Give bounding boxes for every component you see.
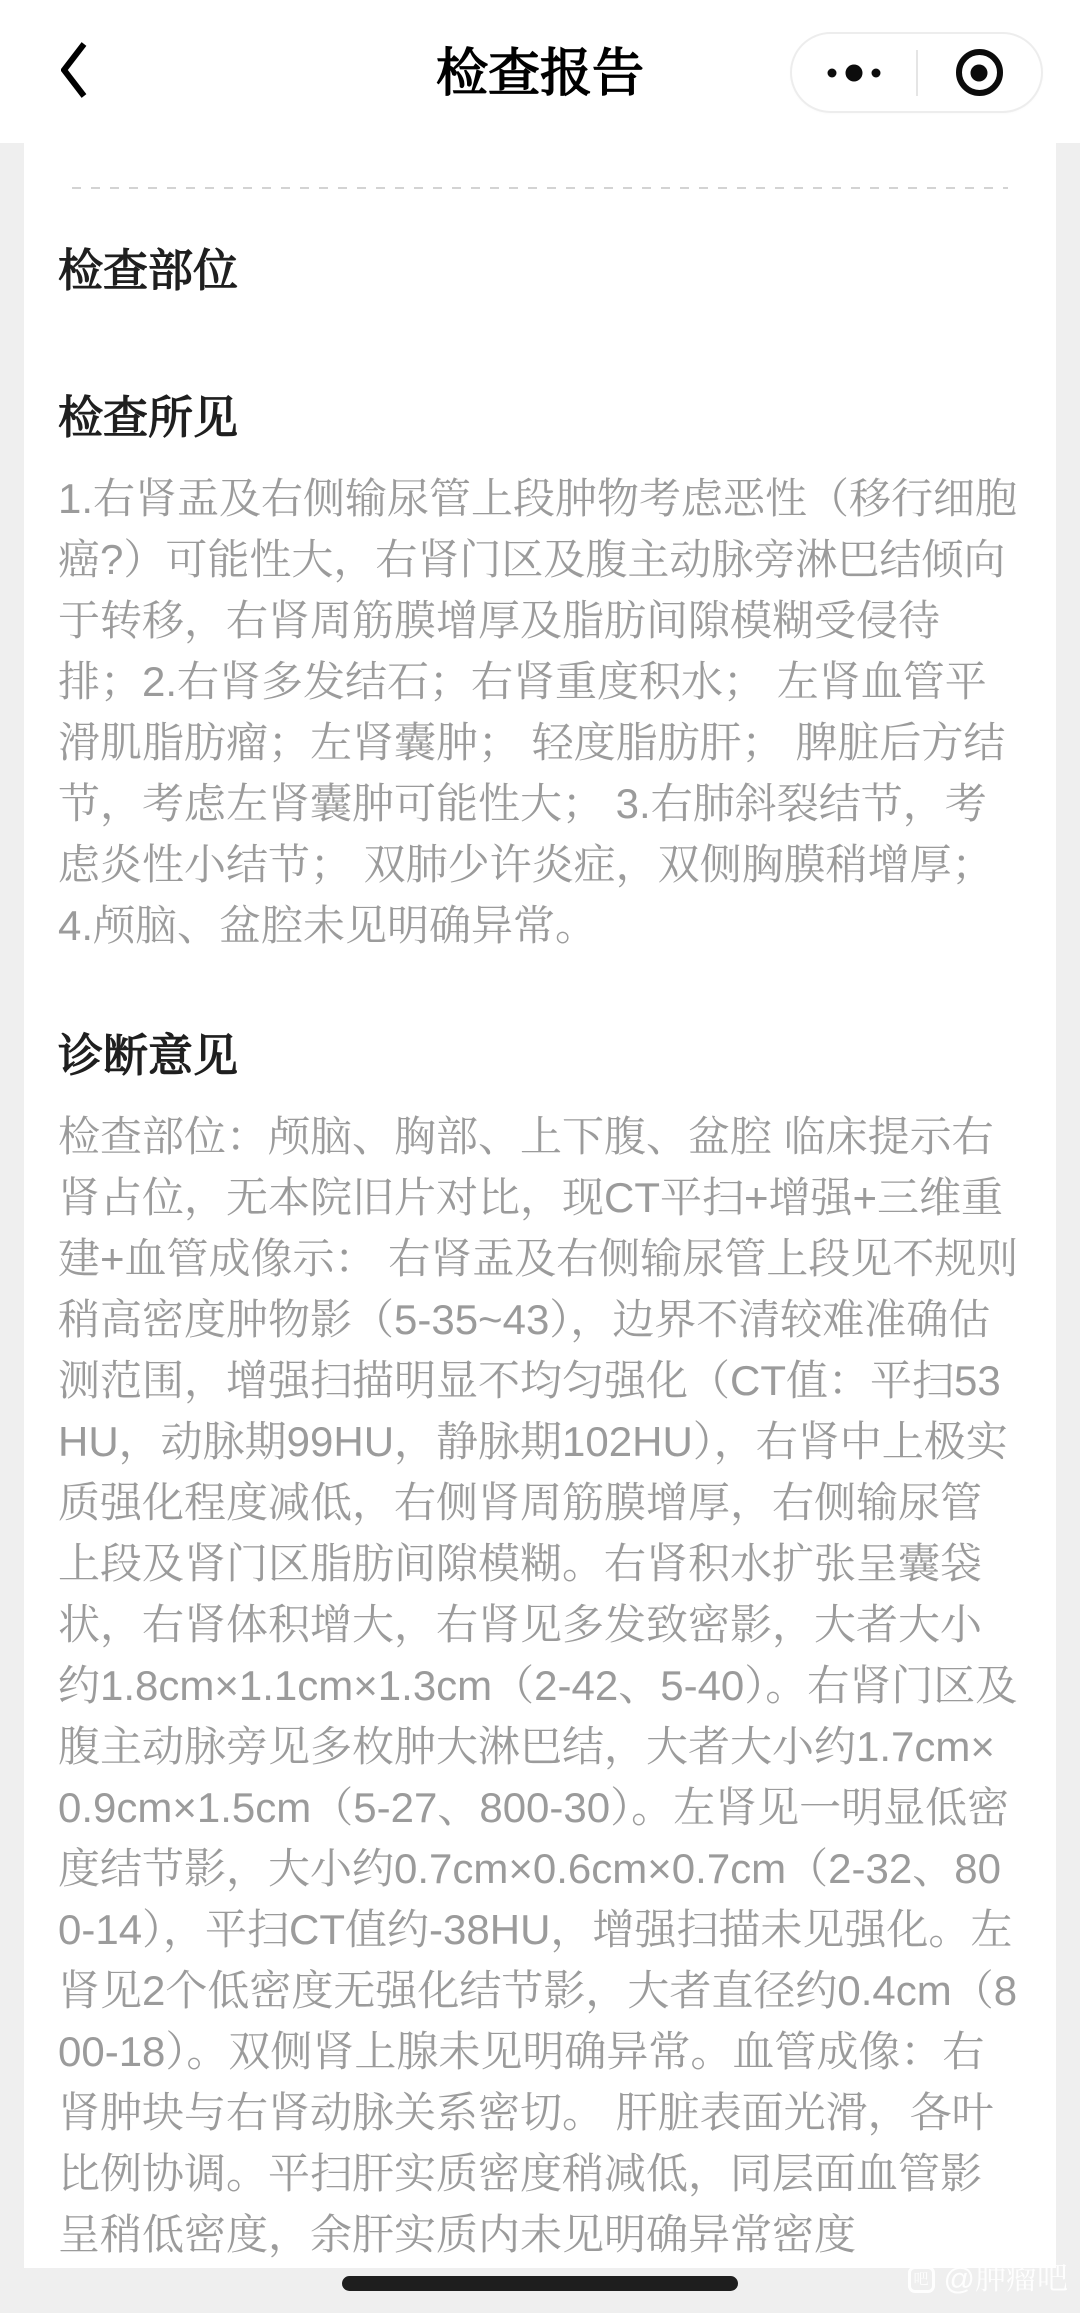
watermark-icon: 吧	[908, 2266, 935, 2293]
section-title-diagnosis: 诊断意见	[58, 1030, 239, 1081]
navbar	[0, 0, 1080, 143]
watermark-text: @肿瘤吧	[943, 2261, 1068, 2296]
more-options-button[interactable]	[792, 34, 916, 111]
minimize-exit-button[interactable]	[918, 34, 1042, 111]
three-dots-icon	[822, 63, 886, 83]
section-content-findings: 1.右肾盂及右侧输尿管上段肿物考虑恶性（移行细胞癌?）可能性大，右肾门区及腹主动脉旁淋巴结倾向于转移，右肾周筋膜增厚及脂肪间隙模糊受侵待排；2.右肾多发结石；右肾重度积水； 左肾血管平滑肌脂肪瘤；左肾囊肿； 轻度脂肪肝； 脾脏后方结节，考虑左肾囊肿可能性大； 3.右肺斜裂结节，考虑炎性小结节； 双肺少许炎症，双侧胸膜稍增厚； 4.颅脑、盆腔未见明确异常。	[58, 475, 1018, 949]
section-title-findings: 检查所见	[58, 392, 239, 443]
section-content-diagnosis: 检查部位：颅脑、胸部、上下腹、盆腔 临床提示右肾占位，无本院旧片对比，现CT平扫+增强+三维重建+血管成像示： 右肾盂及右侧输尿管上段见不规则稍高密度肿物影（5-35~43），边界不清较难准确估测范围，增强扫描明显不均匀强化（CT值：平扫53HU，动脉期99HU，静脉期102HU），右肾中上极实质强化程度减低，右侧肾周筋膜增厚，右侧输尿管上段及肾门区脂肪间隙模糊。右肾积水扩张呈囊袋状，右肾体积增大，右肾见多发致密影，大者大小约1.8cm×1.1cm×1.3cm（2-42、5-40）。右肾门区及腹主动脉旁见多枚肿大淋巴结，大者大小约1.7cm×0.9cm×1.5cm（5-27、800-30）。左肾见一明显低密度结节影，大小约0.7cm×0.6cm×0.7cm（2-32、800-14），平扫CT值约-38HU，增强扫描未见强化。左肾见2个低密度无强化结节影，大者直径约0.4cm（800-18）。双侧肾上腺未见明确异常。血管成像：右肾肿块与右肾动脉关系密切。 肝脏表面光滑，各叶比例协调。平扫肝实质密度稍减低，同层面血管影呈稍低密度，余肝实质内未见明确异常密度	[58, 1113, 1019, 2258]
report-card	[24, 143, 1056, 2268]
wechat-capsule	[790, 32, 1043, 113]
section-title-exam-site: 检查部位	[58, 245, 239, 296]
dashed-divider	[72, 187, 1008, 189]
page-title: 检查报告	[435, 45, 644, 103]
home-indicator[interactable]	[342, 2276, 738, 2291]
watermark	[908, 2262, 1068, 2296]
target-circle-icon	[956, 49, 1003, 96]
